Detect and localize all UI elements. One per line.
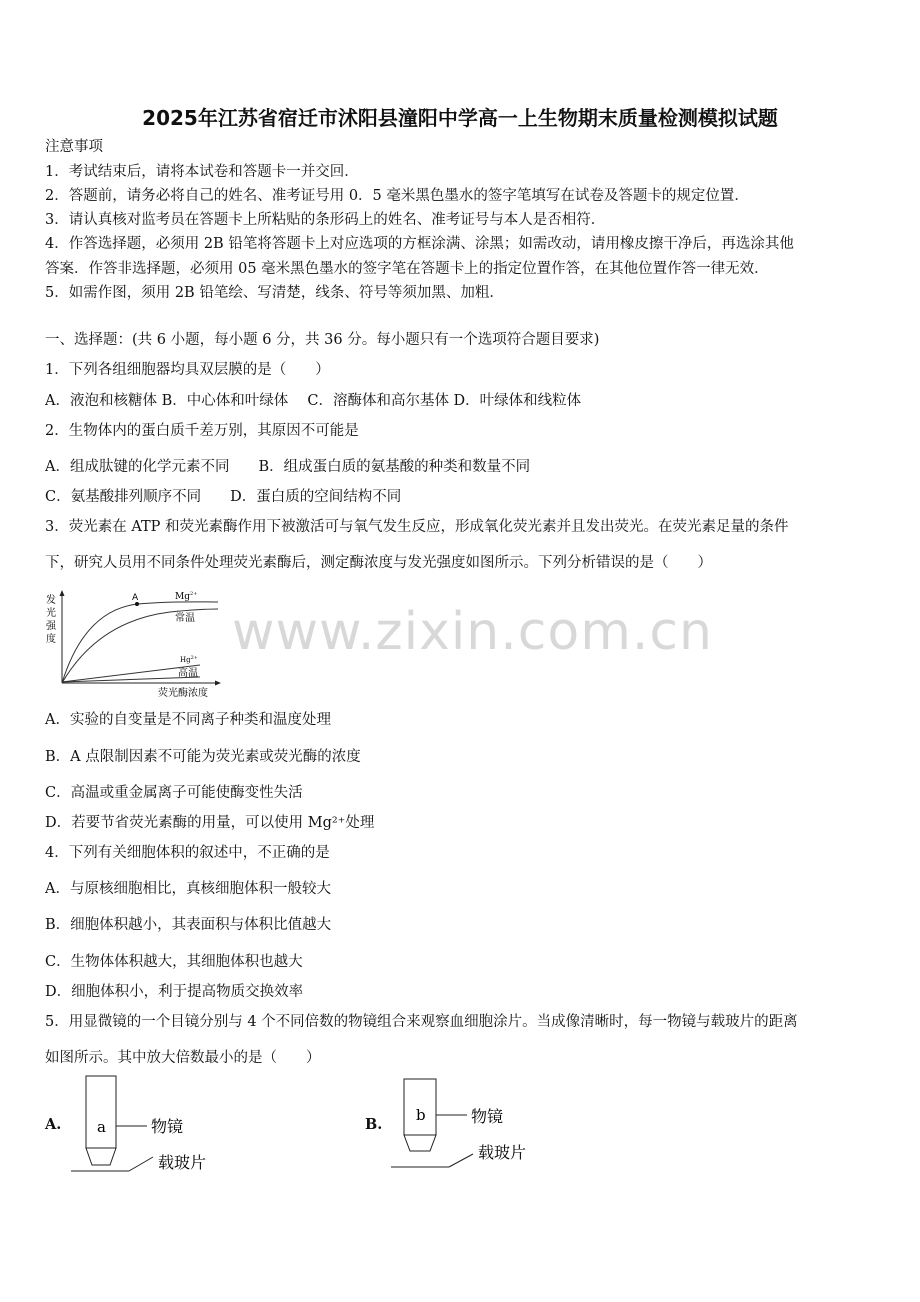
hg-label: $Hg^{2+}$	[180, 655, 198, 664]
objective-figure-a	[65, 1072, 235, 1177]
hg-label-text: Hg	[180, 656, 191, 664]
section-heading: 一、选择题：(共 6 小题，每小题 6 分，共 36 分。每小题只有一个选项符合题目要求)	[45, 332, 600, 348]
objective-tip	[86, 1148, 116, 1165]
notice-item: 2．答题前，请务必将自己的姓名、准考证号用 0．5 毫米黑色墨水的签字笔填写在试卷及答题卡的规定位置．	[45, 188, 749, 204]
question-1-stem: 1．下列各组细胞器均具双层膜的是（ ）	[45, 362, 330, 378]
objective-figure-b	[385, 1072, 555, 1177]
high-temp-label: 高温	[178, 668, 198, 679]
lens-letter: b	[416, 1106, 426, 1124]
slide-label: 载玻片	[478, 1143, 527, 1162]
figure-b-option: B.	[365, 1116, 383, 1133]
question-2-options-ab: A．组成肽键的化学元素不同 B．组成蛋白质的氨基酸的种类和数量不同	[45, 459, 531, 475]
question-4-stem: 4．下列有关细胞体积的叙述中，不正确的是	[45, 845, 330, 861]
slide-pointer	[449, 1154, 473, 1167]
objective-tip	[404, 1135, 436, 1151]
room-temp-label: 常温	[175, 613, 195, 624]
question-4-option-b: B．细胞体积越小，其表面积与体积比值越大	[45, 917, 332, 933]
question-4-option-c: C．生物体体积越大，其细胞体积也越大	[45, 954, 303, 970]
x-axis-label: 荧光酶浓度	[158, 688, 208, 699]
mg-label-text: Mg	[175, 592, 190, 602]
notice-item: 3．请认真核对监考员在答题卡上所粘贴的条形码上的姓名、准考证号与本人是否相符．	[45, 212, 606, 228]
watermark: www.zixin.com.cn	[232, 602, 713, 662]
y-label-char: 强	[46, 621, 56, 632]
question-2-stem: 2．生物体内的蛋白质千差万别，其原因不可能是	[45, 423, 359, 439]
question-2-options-cd: C．氨基酸排列顺序不同 D．蛋白质的空间结构不同	[45, 489, 402, 505]
y-label-char: 发	[46, 595, 56, 606]
notice-item: 1．考试结束后，请将本试卷和答题卡一并交回．	[45, 164, 359, 180]
lens-label: 物镜	[471, 1107, 504, 1126]
question-3-option-c: C．高温或重金属离子可能使酶变性失活	[45, 785, 303, 801]
question-3-stem-line2: 下，研究人员用不同条件处理荧光素酶后，测定酶浓度与发光强度如图所示。下列分析错误的是（ ）	[45, 555, 712, 571]
y-label-char: 光	[46, 608, 56, 619]
question-3-option-a: A．实验的自变量是不同离子种类和温度处理	[45, 712, 331, 728]
point-a-label: A	[132, 593, 139, 603]
lens-label: 物镜	[151, 1117, 184, 1136]
notice-item: 答案．作答非选择题，必须用 05 毫米黑色墨水的签字笔在答题卡上的指定位置作答，在其他位置作答一律无效．	[45, 261, 769, 277]
slide-pointer	[129, 1157, 153, 1171]
question-4-option-d: D．细胞体积小，利于提高物质交换效率	[45, 984, 304, 1000]
x-axis-arrow	[215, 681, 221, 686]
question-5-stem-line1: 5．用显微镜的一个目镜分别与 4 个不同倍数的物镜组合来观察血细胞涂片。当成像清晰时，每一物镜与载玻片的距离	[45, 1014, 798, 1030]
question-1-options: A．液泡和核糖体 B．中心体和叶绿体 C．溶酶体和高尔基体 D．叶绿体和线粒体	[45, 393, 582, 409]
figure-a-option: A.	[45, 1116, 62, 1133]
question-4-option-a: A．与原核细胞相比，真核细胞体积一般较大	[45, 881, 331, 897]
question-5-stem-line2: 如图所示。其中放大倍数最小的是（ ）	[45, 1050, 321, 1066]
question-3-option-d: D．若要节省荧光素酶的用量，可以使用 Mg²⁺处理	[45, 815, 375, 831]
lens-letter: a	[97, 1118, 106, 1136]
slide-label: 载玻片	[158, 1153, 207, 1172]
y-label-char: 度	[46, 634, 56, 645]
question-3-option-b: B．A 点限制因素不可能为荧光素或荧光酶的浓度	[45, 749, 361, 765]
notice-item: 5．如需作图，须用 2B 铅笔绘、写清楚，线条、符号等须加黑、加粗．	[45, 285, 504, 301]
enzyme-fluorescence-figure	[40, 585, 225, 703]
mg-label: $Mg^{2+}$	[175, 591, 198, 602]
y-axis-arrow	[60, 590, 65, 596]
question-3-stem-line1: 3．荧光素在 ATP 和荧光素酶作用下被激活可与氧气发生反应，形成氧化荧光素并且发出荧光。在荧光素足量的条件	[45, 519, 789, 535]
page-title: 2025年江苏省宿迁市沭阳县潼阳中学高一上生物期末质量检测模拟试题	[142, 106, 778, 130]
objective-body	[86, 1076, 116, 1148]
notice-item: 4．作答选择题，必须用 2B 铅笔将答题卡上对应选项的方框涂满、涂黑；如需改动，请用橡皮擦干净后，再选涂其他	[45, 236, 794, 252]
notice-heading: 注意事项	[45, 139, 103, 155]
